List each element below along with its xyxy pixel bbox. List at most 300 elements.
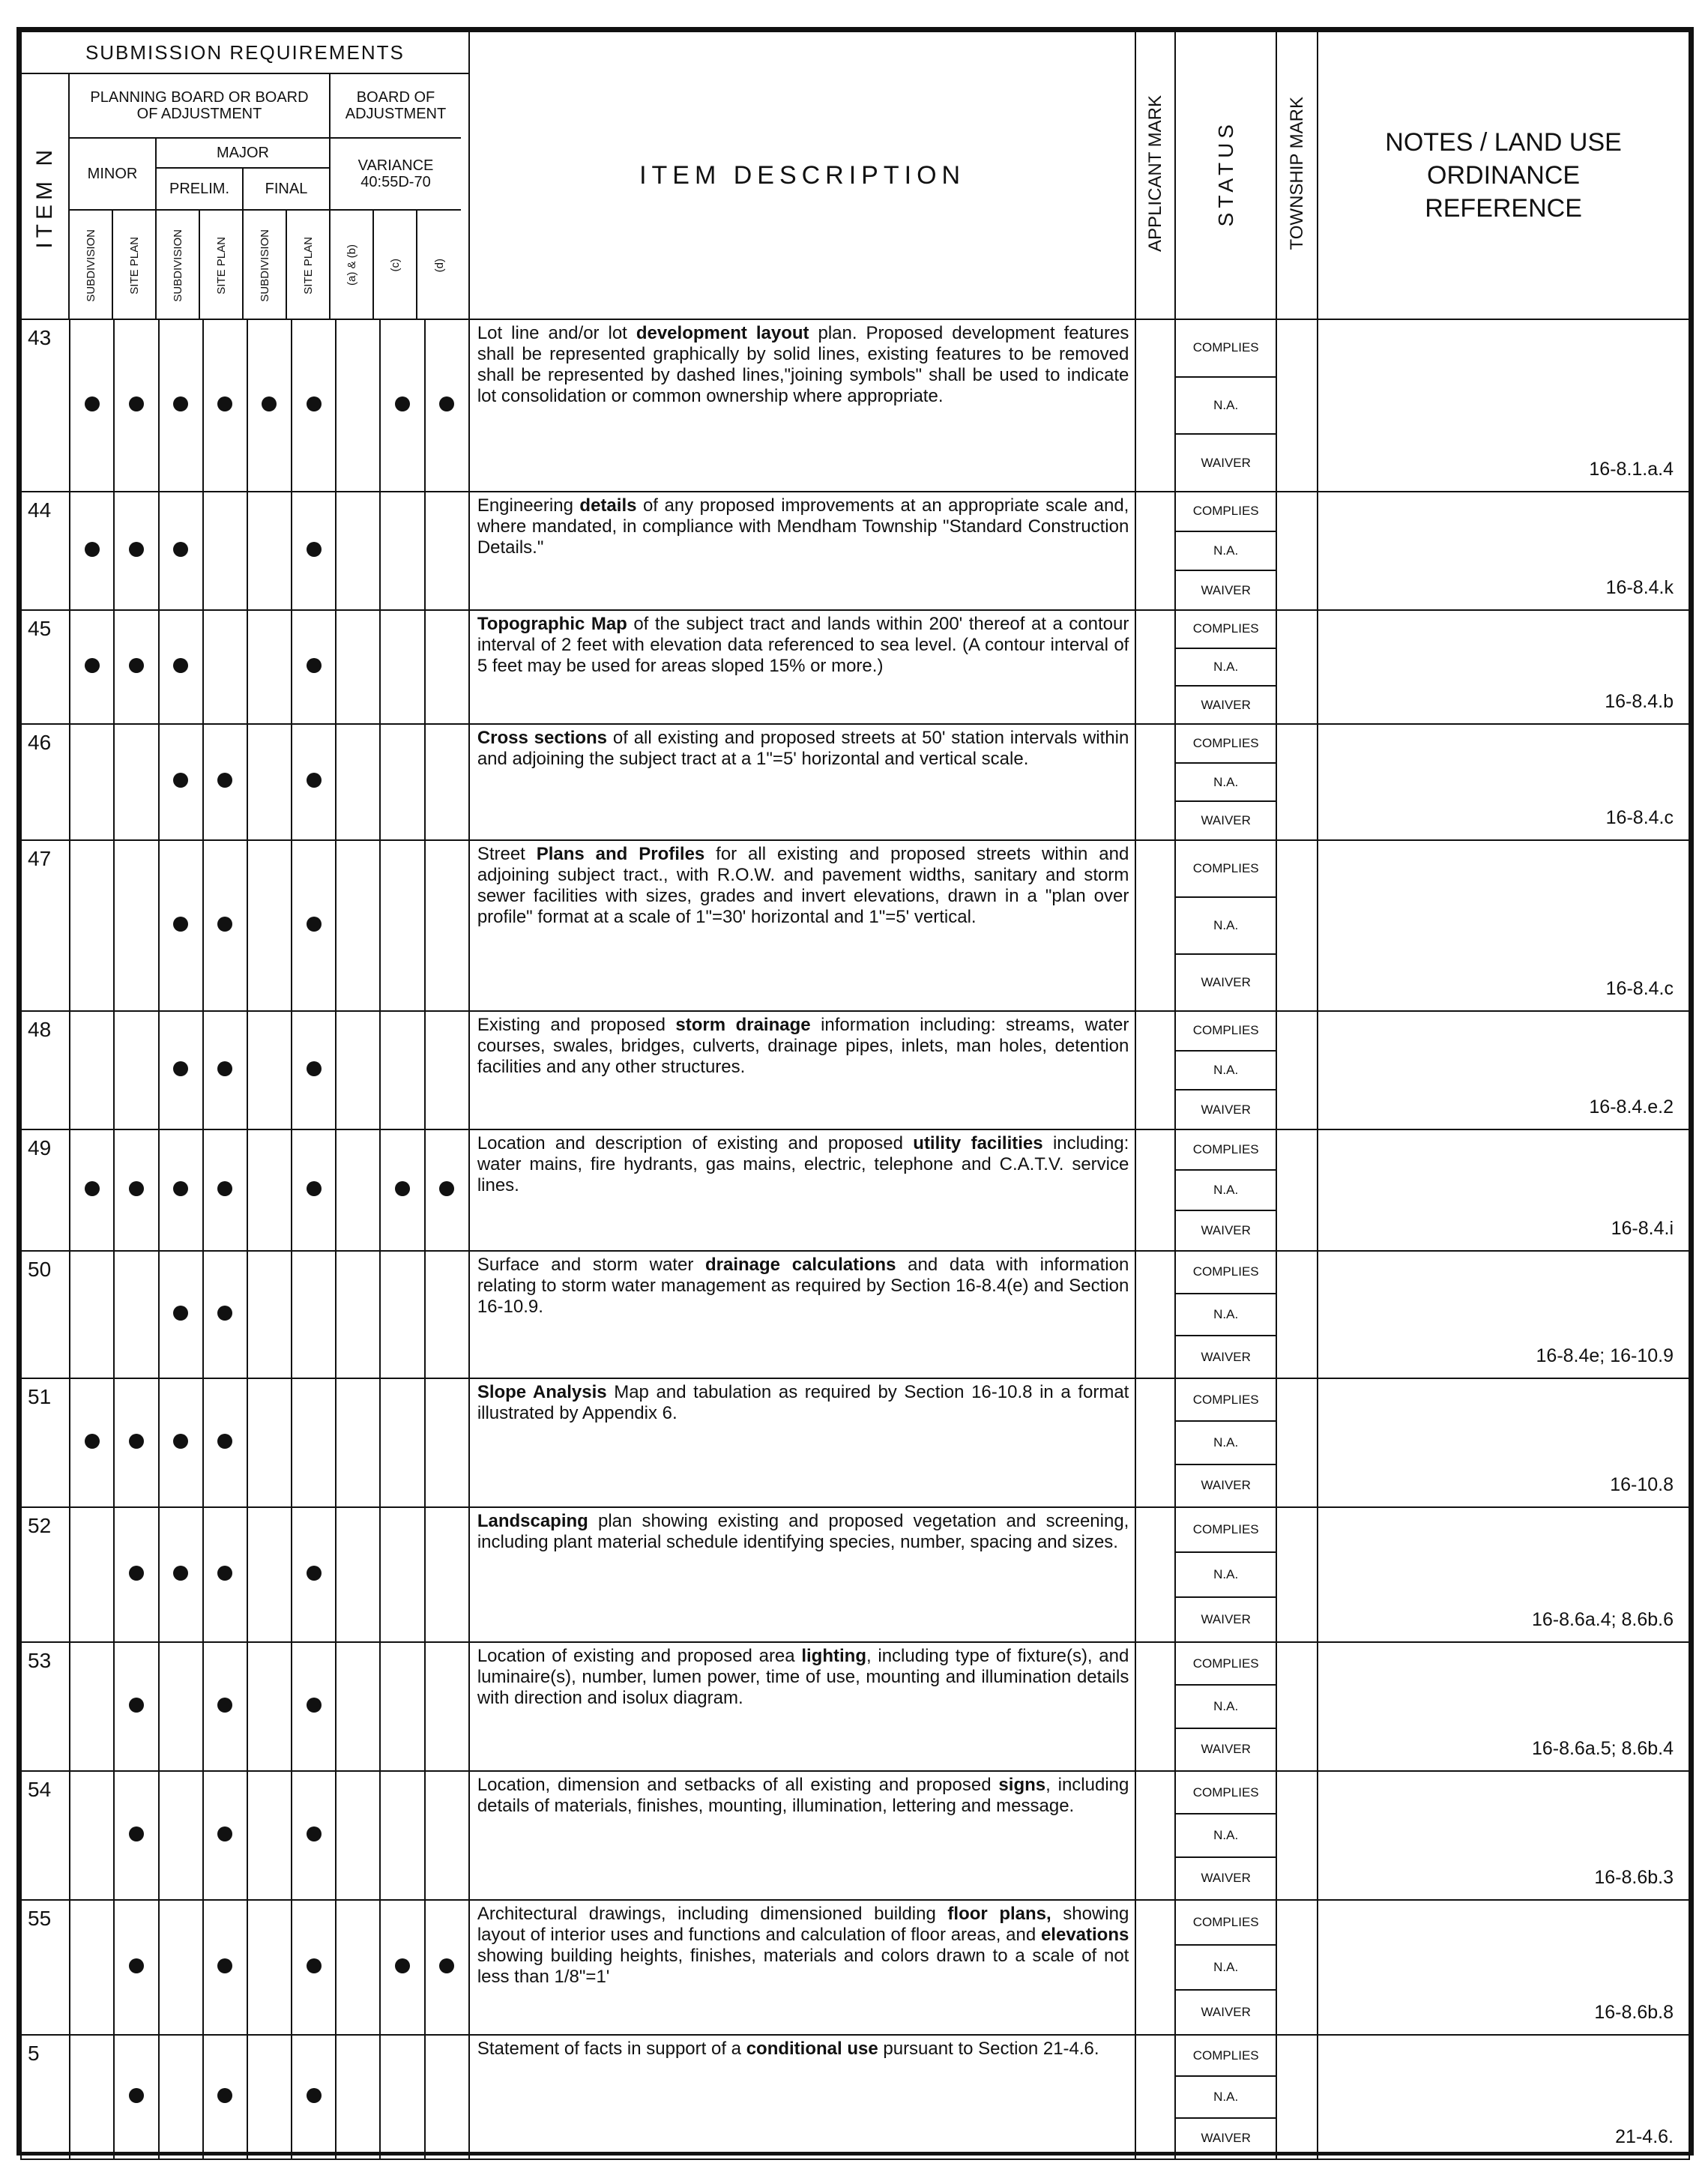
requirement-cell: [247, 1378, 292, 1507]
applicant-mark-cell[interactable]: [1135, 610, 1175, 724]
requirement-cell: [425, 1507, 469, 1642]
table-row: [21, 1011, 1689, 1129]
required-dot: [307, 396, 322, 411]
applicant-mark-cell[interactable]: [1135, 1011, 1175, 1129]
applicant-mark-cell[interactable]: [1135, 724, 1175, 840]
notes-header: NOTES / LAND USE ORDINANCE REFERENCE: [1385, 128, 1622, 223]
requirement-cell: [380, 610, 424, 724]
required-dot: [217, 1566, 232, 1581]
requirement-cell: [159, 1642, 203, 1771]
status-cell: [1175, 1251, 1276, 1378]
status-option-na[interactable]: N.A.: [1176, 764, 1276, 803]
variance-header: VARIANCE 40:55D-70: [357, 157, 434, 190]
requirement-cell: [203, 1507, 247, 1642]
item-description: Cross sections of all existing and proposed streets at 50' station intervals within and adjoining the subject tract at a 1"=5' horizontal and vertical scale.: [469, 724, 1136, 840]
requirement-cell: [292, 1900, 336, 2035]
applicant-mark-cell[interactable]: [1135, 1507, 1175, 1642]
township-mark-cell[interactable]: [1276, 2035, 1318, 2159]
ordinance-reference: 16-8.6a.5; 8.6b.4: [1318, 1642, 1689, 1771]
requirement-cell: [70, 1900, 114, 2035]
status-option-complies[interactable]: COMPLIES: [1176, 1379, 1276, 1422]
required-dot: [173, 1566, 188, 1581]
status-option-waiver[interactable]: WAIVER: [1201, 1742, 1251, 1757]
requirement-cell: [159, 610, 203, 724]
required-dot: [129, 2088, 144, 2103]
board-of-adjustment-header: BOARD OF ADJUSTMENT: [345, 89, 447, 122]
requirement-cell: [159, 840, 203, 1011]
item-description: Location of existing and proposed area lighting, including type of fixture(s), and luminaire(s), number, lumen power, time of use, mounting and illumination details with direction and isolux diagram.: [469, 1642, 1136, 1771]
requirement-cell: [159, 492, 203, 610]
required-dot: [217, 1061, 232, 1076]
item-number: 50: [21, 1251, 70, 1378]
requirement-cell: [70, 1129, 114, 1251]
required-dot: [395, 1958, 410, 1973]
requirement-cell: [292, 1378, 336, 1507]
table-row: [21, 1129, 1689, 1251]
table-row: [21, 1900, 1689, 2035]
table-row: [21, 1378, 1689, 1507]
requirement-cell: [292, 2035, 336, 2159]
township-mark-cell[interactable]: [1276, 319, 1318, 492]
requirement-cell: [70, 840, 114, 1011]
requirement-cell: [70, 724, 114, 840]
item-description: Topographic Map of the subject tract and lands within 200' thereof at a contour interval of 2 feet with elevation data referenced to sea level. (A contour interval of 5 feet may be used for areas sloped 15% or more.): [469, 610, 1136, 724]
table-row: [21, 1771, 1689, 1900]
applicant-mark-cell[interactable]: [1135, 840, 1175, 1011]
required-dot: [395, 1181, 410, 1196]
requirement-cell: [247, 1507, 292, 1642]
required-dot: [307, 1181, 322, 1196]
requirement-cell: [380, 1642, 424, 1771]
requirement-cell: [292, 840, 336, 1011]
applicant-mark-cell[interactable]: [1135, 492, 1175, 610]
required-dot: [217, 1434, 232, 1449]
item-number: 44: [21, 492, 70, 610]
requirement-cell: [247, 840, 292, 1011]
required-dot: [85, 1181, 100, 1196]
requirement-cell: [159, 319, 203, 492]
item-description: Surface and storm water drainage calculations and data with information relating to storm water management as required by Section 16-8.4(e) and Section 16-10.9.: [469, 1251, 1136, 1378]
table-row: [21, 840, 1689, 1011]
requirement-cell: [114, 319, 158, 492]
requirement-cell: [292, 492, 336, 610]
item-number: 54: [21, 1771, 70, 1900]
requirement-cell: [114, 2035, 158, 2159]
required-dot: [173, 1434, 188, 1449]
item-description-header-cell: [469, 31, 1136, 319]
requirement-cell: [292, 1251, 336, 1378]
applicant-mark-cell[interactable]: [1135, 1378, 1175, 1507]
required-dot: [217, 1826, 232, 1841]
township-mark-cell[interactable]: [1276, 1900, 1318, 2035]
table-row: [21, 1642, 1689, 1771]
requirement-cell: [380, 2035, 424, 2159]
status-option-waiver[interactable]: WAIVER: [1201, 1871, 1251, 1886]
requirement-cell: [114, 840, 158, 1011]
requirement-cell: [292, 1011, 336, 1129]
township-mark-cell[interactable]: [1276, 1378, 1318, 1507]
status-option-complies[interactable]: COMPLIES: [1176, 841, 1276, 898]
requirement-cell: [425, 1771, 469, 1900]
header-row: [21, 31, 1689, 319]
status-option-complies[interactable]: COMPLIES: [1176, 1508, 1276, 1553]
prelim-site-plan-header: SITE PLAN: [214, 236, 228, 295]
required-dot: [85, 542, 100, 557]
required-dot: [129, 396, 144, 411]
required-dot: [307, 542, 322, 557]
township-mark-cell[interactable]: [1276, 1011, 1318, 1129]
requirement-cell: [425, 2035, 469, 2159]
requirement-cell: [114, 724, 158, 840]
required-dot: [217, 917, 232, 932]
requirement-cell: [159, 1378, 203, 1507]
table-row: [21, 1507, 1689, 1642]
item-number: 55: [21, 1900, 70, 2035]
item-description: Existing and proposed storm drainage information including: streams, water courses, swales, bridges, culverts, drainage pipes, inlets, man holes, detention facilities and any other structures.: [469, 1011, 1136, 1129]
status-option-complies[interactable]: COMPLIES: [1176, 1901, 1276, 1946]
status-option-waiver[interactable]: WAIVER: [1201, 697, 1251, 712]
ordinance-reference: 16-8.4e; 16-10.9: [1318, 1251, 1689, 1378]
requirement-cell: [380, 319, 424, 492]
status-option-na[interactable]: N.A.: [1176, 649, 1276, 687]
required-dot: [85, 658, 100, 673]
status-option-na[interactable]: N.A.: [1176, 2077, 1276, 2118]
applicant-mark-cell[interactable]: [1135, 2035, 1175, 2159]
status-option-na[interactable]: N.A.: [1176, 1686, 1276, 1728]
item-number: 49: [21, 1129, 70, 1251]
ordinance-reference: 16-8.4.i: [1318, 1129, 1689, 1251]
requirement-cell: [425, 492, 469, 610]
status-option-na[interactable]: N.A.: [1176, 1294, 1276, 1337]
status-option-waiver[interactable]: WAIVER: [1201, 455, 1251, 470]
notes-header-cell: [1318, 31, 1689, 319]
requirement-cell: [292, 1771, 336, 1900]
status-option-na[interactable]: N.A.: [1176, 1946, 1276, 1991]
variance-ab-header: (a) & (b): [345, 244, 358, 286]
applicant-mark-cell[interactable]: [1135, 1900, 1175, 2035]
table-row: [21, 610, 1689, 724]
required-dot: [307, 773, 322, 788]
planning-board-header: PLANNING BOARD OR BOARD OF ADJUSTMENT: [90, 89, 309, 122]
requirement-cell: [203, 1642, 247, 1771]
ordinance-reference: 16-8.1.a.4: [1318, 319, 1689, 492]
required-dot: [129, 1434, 144, 1449]
item-number: 52: [21, 1507, 70, 1642]
ordinance-reference: 16-8.6a.4; 8.6b.6: [1318, 1507, 1689, 1642]
township-mark-cell[interactable]: [1276, 610, 1318, 724]
requirement-cell: [292, 610, 336, 724]
item-number: 5: [21, 2035, 70, 2159]
applicant-mark-cell[interactable]: [1135, 1642, 1175, 1771]
requirement-cell: [70, 1642, 114, 1771]
requirement-cell: [203, 1011, 247, 1129]
township-mark-cell[interactable]: [1276, 492, 1318, 610]
requirement-cell: [247, 1771, 292, 1900]
requirement-cell: [114, 1011, 158, 1129]
table-row: [21, 1251, 1689, 1378]
status-option-na[interactable]: N.A.: [1176, 1171, 1276, 1211]
requirement-cell: [159, 1011, 203, 1129]
required-dot: [129, 1698, 144, 1713]
required-dot: [307, 658, 322, 673]
status-cell: [1175, 1771, 1276, 1900]
status-option-waiver[interactable]: WAIVER: [1201, 1223, 1251, 1237]
requirement-cell: [336, 1011, 380, 1129]
requirement-cell: [114, 1251, 158, 1378]
status-option-complies[interactable]: COMPLIES: [1176, 320, 1276, 378]
status-cell: [1175, 1129, 1276, 1251]
status-option-complies[interactable]: COMPLIES: [1176, 1130, 1276, 1171]
requirement-cell: [336, 319, 380, 492]
status-option-na[interactable]: N.A.: [1176, 1052, 1276, 1091]
requirement-cell: [292, 1507, 336, 1642]
applicant-mark-cell[interactable]: [1135, 319, 1175, 492]
required-dot: [217, 2088, 232, 2103]
township-mark-cell[interactable]: [1276, 1771, 1318, 1900]
minor-header: MINOR: [87, 166, 138, 182]
requirement-cell: [70, 1507, 114, 1642]
requirement-cell: [70, 610, 114, 724]
status-option-waiver[interactable]: WAIVER: [1201, 2131, 1251, 2146]
requirement-cell: [425, 1378, 469, 1507]
prelim-subdivision-header: SUBDIVISION: [171, 229, 184, 302]
required-dot: [173, 917, 188, 932]
requirement-cell: [247, 1900, 292, 2035]
requirement-cell: [336, 1642, 380, 1771]
item-number: 43: [21, 319, 70, 492]
status-option-waiver[interactable]: WAIVER: [1201, 1612, 1251, 1626]
required-dot: [307, 917, 322, 932]
status-option-complies[interactable]: COMPLIES: [1176, 725, 1276, 764]
status-option-waiver[interactable]: WAIVER: [1201, 813, 1251, 828]
requirement-cell: [203, 1900, 247, 2035]
requirement-cell: [114, 1771, 158, 1900]
item-description: Slope Analysis Map and tabulation as required by Section 16-10.8 in a format illustrated by Appendix 6.: [469, 1378, 1136, 1507]
status-option-complies[interactable]: COMPLIES: [1176, 1643, 1276, 1686]
requirement-cell: [203, 724, 247, 840]
requirement-cell: [247, 1129, 292, 1251]
status-option-na[interactable]: N.A.: [1176, 1422, 1276, 1464]
item-number-header: ITEM N: [32, 145, 57, 249]
requirement-cell: [247, 1642, 292, 1771]
requirement-cell: [203, 2035, 247, 2159]
township-mark-cell[interactable]: [1276, 1507, 1318, 1642]
item-description: Architectural drawings, including dimensioned building floor plans, showing layout of interior uses and functions and calculation of floor areas, and elevations showing building heights, finishes, materials and colors drawn to a scale of not less than 1/8"=1': [469, 1900, 1136, 2035]
status-cell: [1175, 1011, 1276, 1129]
status-option-na[interactable]: N.A.: [1176, 898, 1276, 955]
township-mark-header-cell: [1276, 31, 1318, 319]
status-option-complies[interactable]: COMPLIES: [1176, 611, 1276, 649]
item-number: 46: [21, 724, 70, 840]
requirement-cell: [380, 1900, 424, 2035]
requirement-cell: [425, 1900, 469, 2035]
requirement-cell: [336, 1771, 380, 1900]
requirement-cell: [70, 1378, 114, 1507]
status-option-waiver[interactable]: WAIVER: [1201, 582, 1251, 597]
item-description: Street Plans and Profiles for all existing and proposed streets within and adjoining subject tract., with R.O.W. and pavement widths, sanitary and storm sewer facilities with sizes, grades and invert elevations, drawn in a "plan over profile" format at a scale of 1"=30' horizontal and 1"=5' vertical.: [469, 840, 1136, 1011]
status-option-na[interactable]: N.A.: [1176, 532, 1276, 572]
status-option-complies[interactable]: COMPLIES: [1176, 1772, 1276, 1814]
requirement-cell: [159, 2035, 203, 2159]
status-cell: [1175, 319, 1276, 492]
required-dot: [307, 1826, 322, 1841]
item-description: Engineering details of any proposed improvements at an appropriate scale and, where mandated, in compliance with Mendham Township "Standard Construction Details.": [469, 492, 1136, 610]
requirement-cell: [380, 1011, 424, 1129]
item-number: 45: [21, 610, 70, 724]
requirement-cell: [114, 1507, 158, 1642]
township-mark-cell[interactable]: [1276, 724, 1318, 840]
required-dot: [217, 1181, 232, 1196]
required-dot: [307, 2088, 322, 2103]
item-number: 48: [21, 1011, 70, 1129]
ordinance-reference: 21-4.6.: [1318, 2035, 1689, 2159]
ordinance-reference: 16-10.8: [1318, 1378, 1689, 1507]
township-mark-cell[interactable]: [1276, 1642, 1318, 1771]
requirement-cell: [203, 492, 247, 610]
required-dot: [129, 1826, 144, 1841]
requirement-cell: [114, 1129, 158, 1251]
requirement-cell: [425, 610, 469, 724]
applicant-mark-cell[interactable]: [1135, 1129, 1175, 1251]
requirement-cell: [292, 1642, 336, 1771]
status-cell: [1175, 492, 1276, 610]
requirement-cell: [425, 724, 469, 840]
requirement-cell: [336, 1507, 380, 1642]
requirement-cell: [292, 1129, 336, 1251]
ordinance-reference: 16-8.4.b: [1318, 610, 1689, 724]
ordinance-reference: 16-8.6b.3: [1318, 1771, 1689, 1900]
ordinance-reference: 16-8.4.c: [1318, 724, 1689, 840]
requirement-cell: [247, 1011, 292, 1129]
requirement-cell: [336, 724, 380, 840]
requirement-cell: [380, 840, 424, 1011]
requirement-cell: [425, 1642, 469, 1771]
required-dot: [129, 658, 144, 673]
requirement-cell: [425, 319, 469, 492]
township-mark-cell[interactable]: [1276, 840, 1318, 1011]
required-dot: [129, 542, 144, 557]
required-dot: [307, 1566, 322, 1581]
table-row: [21, 2035, 1689, 2159]
requirement-cell: [70, 2035, 114, 2159]
status-option-na[interactable]: N.A.: [1176, 378, 1276, 435]
required-dot: [173, 396, 188, 411]
required-dot: [217, 1958, 232, 1973]
requirement-cell: [114, 1642, 158, 1771]
applicant-mark-header: APPLICANT MARK: [1144, 95, 1165, 252]
required-dot: [173, 1181, 188, 1196]
status-cell: [1175, 1507, 1276, 1642]
requirement-cell: [380, 724, 424, 840]
status-option-waiver[interactable]: WAIVER: [1201, 1478, 1251, 1493]
status-option-complies[interactable]: COMPLIES: [1176, 2036, 1276, 2077]
township-mark-header: TOWNSHIP MARK: [1286, 97, 1307, 250]
requirement-cell: [159, 1251, 203, 1378]
required-dot: [173, 1061, 188, 1076]
status-option-waiver[interactable]: WAIVER: [1201, 2005, 1251, 2019]
requirement-cell: [114, 1900, 158, 2035]
item-description: Lot line and/or lot development layout plan. Proposed development features shall be represented graphically by solid lines, existing features to be removed shall be represented by dashed lines,"joining symbols" shall be used to indicate lot consolidation or common ownership where appropriate.: [469, 319, 1136, 492]
status-cell: [1175, 840, 1276, 1011]
minor-subdivision-header: SUBDIVISION: [84, 229, 97, 302]
applicant-mark-cell[interactable]: [1135, 1251, 1175, 1378]
ordinance-reference: 16-8.4.k: [1318, 492, 1689, 610]
status-option-waiver[interactable]: WAIVER: [1201, 1349, 1251, 1364]
status-cell: [1175, 2035, 1276, 2159]
required-dot: [439, 396, 454, 411]
requirement-cell: [425, 1251, 469, 1378]
status-option-na[interactable]: N.A.: [1176, 1553, 1276, 1598]
requirement-cell: [380, 1771, 424, 1900]
required-dot: [173, 658, 188, 673]
item-number: 47: [21, 840, 70, 1011]
ordinance-reference: 16-8.4.e.2: [1318, 1011, 1689, 1129]
required-dot: [307, 1958, 322, 1973]
requirement-cell: [114, 610, 158, 724]
ordinance-reference: 16-8.6b.8: [1318, 1900, 1689, 2035]
required-dot: [217, 773, 232, 788]
requirement-cell: [247, 724, 292, 840]
requirement-cell: [203, 1129, 247, 1251]
requirement-cell: [292, 319, 336, 492]
required-dot: [85, 1434, 100, 1449]
required-dot: [217, 1698, 232, 1713]
status-option-complies[interactable]: COMPLIES: [1176, 492, 1276, 532]
required-dot: [217, 396, 232, 411]
requirement-cell: [425, 1011, 469, 1129]
township-mark-cell[interactable]: [1276, 1251, 1318, 1378]
required-dot: [262, 396, 277, 411]
status-option-complies[interactable]: COMPLIES: [1176, 1012, 1276, 1052]
status-option-na[interactable]: N.A.: [1176, 1814, 1276, 1857]
requirement-cell: [70, 319, 114, 492]
status-header-cell: [1175, 31, 1276, 319]
requirement-cell: [336, 1251, 380, 1378]
requirement-cell: [292, 724, 336, 840]
township-mark-cell[interactable]: [1276, 1129, 1318, 1251]
required-dot: [439, 1181, 454, 1196]
required-dot: [85, 396, 100, 411]
requirement-cell: [203, 319, 247, 492]
item-number: 53: [21, 1642, 70, 1771]
requirement-cell: [425, 840, 469, 1011]
requirement-cell: [336, 2035, 380, 2159]
status-option-waiver[interactable]: WAIVER: [1201, 1102, 1251, 1117]
requirement-cell: [159, 1900, 203, 2035]
variance-d-header: (d): [432, 258, 446, 273]
requirement-cell: [70, 492, 114, 610]
requirement-cell: [159, 1129, 203, 1251]
required-dot: [129, 1958, 144, 1973]
requirement-cell: [203, 610, 247, 724]
final-header: FINAL: [265, 181, 308, 197]
status-option-waiver[interactable]: WAIVER: [1201, 975, 1251, 989]
requirement-cell: [380, 1251, 424, 1378]
applicant-mark-cell[interactable]: [1135, 1771, 1175, 1900]
checklist-table: [20, 31, 1690, 2160]
required-dot: [395, 396, 410, 411]
requirement-cell: [336, 610, 380, 724]
submission-checklist-sheet: [16, 27, 1694, 2156]
requirement-cell: [247, 319, 292, 492]
requirement-cell: [203, 1251, 247, 1378]
requirement-cell: [203, 1378, 247, 1507]
required-dot: [217, 1306, 232, 1321]
submission-requirements-header: [22, 32, 468, 319]
requirement-cell: [247, 1251, 292, 1378]
status-option-complies[interactable]: COMPLIES: [1176, 1252, 1276, 1294]
requirement-cell: [203, 840, 247, 1011]
